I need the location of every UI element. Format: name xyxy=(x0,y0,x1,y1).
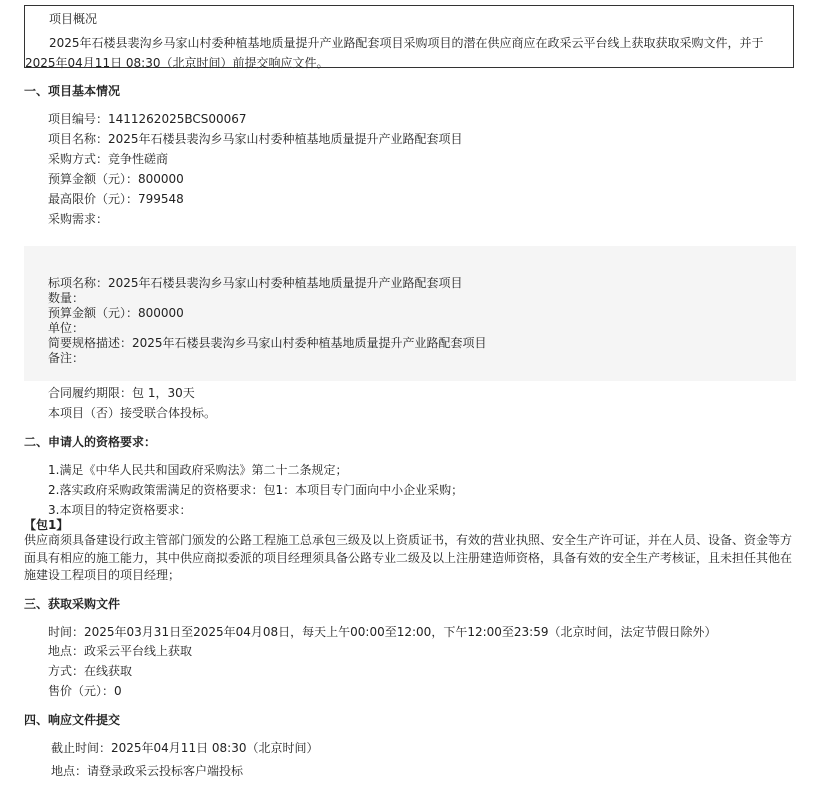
overview-title: 项目概况 xyxy=(49,12,98,26)
project-number: 项目编号：1411262025BCS00067 xyxy=(48,112,247,126)
requirement-label: 采购需求： xyxy=(48,212,109,226)
item-name: 标项名称：2025年石楼县裴沟乡马家山村委种植基地质量提升产业路配套项目 xyxy=(48,276,463,290)
package-qualification-text: 供应商须具备建设行政主管部门颁发的公路工程施工总承包三级及以上资质证书，有效的营业执照、安全生产许可证，并在人员、设备、资金等方面具有相应的施工能力，其中供应商拟委派的项目经理须具备公路专业二级及以上注册建造师资格，具备有效的安全生产考核证，且未担任其他在施建设工程项目的项目经理； xyxy=(24,533,793,582)
item-note: 备注： xyxy=(48,351,85,365)
obtain-time: 时间：2025年03月31日至2025年04月08日，每天上午00:00至12:00，下午12:00至23:59（北京时间，法定节假日除外） xyxy=(48,625,717,639)
item-quantity: 数量： xyxy=(48,291,85,305)
section-heading-submission: 四、响应文件提交 xyxy=(24,713,121,727)
contract-period: 合同履约期限：包 1，30天 xyxy=(48,386,195,400)
overview-text: 2025年石楼县裴沟乡马家山村委种植基地质量提升产业路配套项目采购项目的潜在供应商应在政采云平台线上获取获取采购文件，并于2025年04月11日 08:30（北京时间）前提交响应文件。 xyxy=(25,36,764,70)
obtain-place: 地点：政采云平台线上获取 xyxy=(48,644,193,658)
document-price: 售价（元）：0 xyxy=(48,684,122,698)
project-name: 项目名称：2025年石楼县裴沟乡马家山村委种植基地质量提升产业路配套项目 xyxy=(48,132,463,146)
max-price: 最高限价（元）：799548 xyxy=(48,192,184,206)
procurement-method: 采购方式：竞争性磋商 xyxy=(48,152,169,166)
section-heading-qualifications: 二、申请人的资格要求： xyxy=(24,435,157,449)
item-budget: 预算金额（元）：800000 xyxy=(48,306,184,320)
item-spec: 简要规格描述：2025年石楼县裴沟乡马家山村委种植基地质量提升产业路配套项目 xyxy=(48,336,487,350)
consortium-bid: 本项目（否）接受联合体投标。 xyxy=(48,406,217,420)
qualification-2: 2.落实政府采购政策需满足的资格要求：包1：本项目专门面向中小企业采购； xyxy=(48,483,464,497)
section-heading-basic-info: 一、项目基本情况 xyxy=(24,84,121,98)
qualification-1: 1.满足《中华人民共和国政府采购法》第二十二条规定； xyxy=(48,463,348,477)
package-label: 【包1】 xyxy=(24,518,69,532)
submission-deadline: 截止时间：2025年04月11日 08:30（北京时间） xyxy=(51,741,319,755)
section-heading-obtain-documents: 三、获取采购文件 xyxy=(24,597,121,611)
budget-amount: 预算金额（元）：800000 xyxy=(48,172,184,186)
overview-box xyxy=(24,5,794,68)
obtain-way: 方式：在线获取 xyxy=(48,664,133,678)
item-unit: 单位： xyxy=(48,321,85,335)
qualification-3: 3.本项目的特定资格要求： xyxy=(48,503,192,517)
submission-place: 地点：请登录政采云投标客户端投标 xyxy=(51,764,244,778)
